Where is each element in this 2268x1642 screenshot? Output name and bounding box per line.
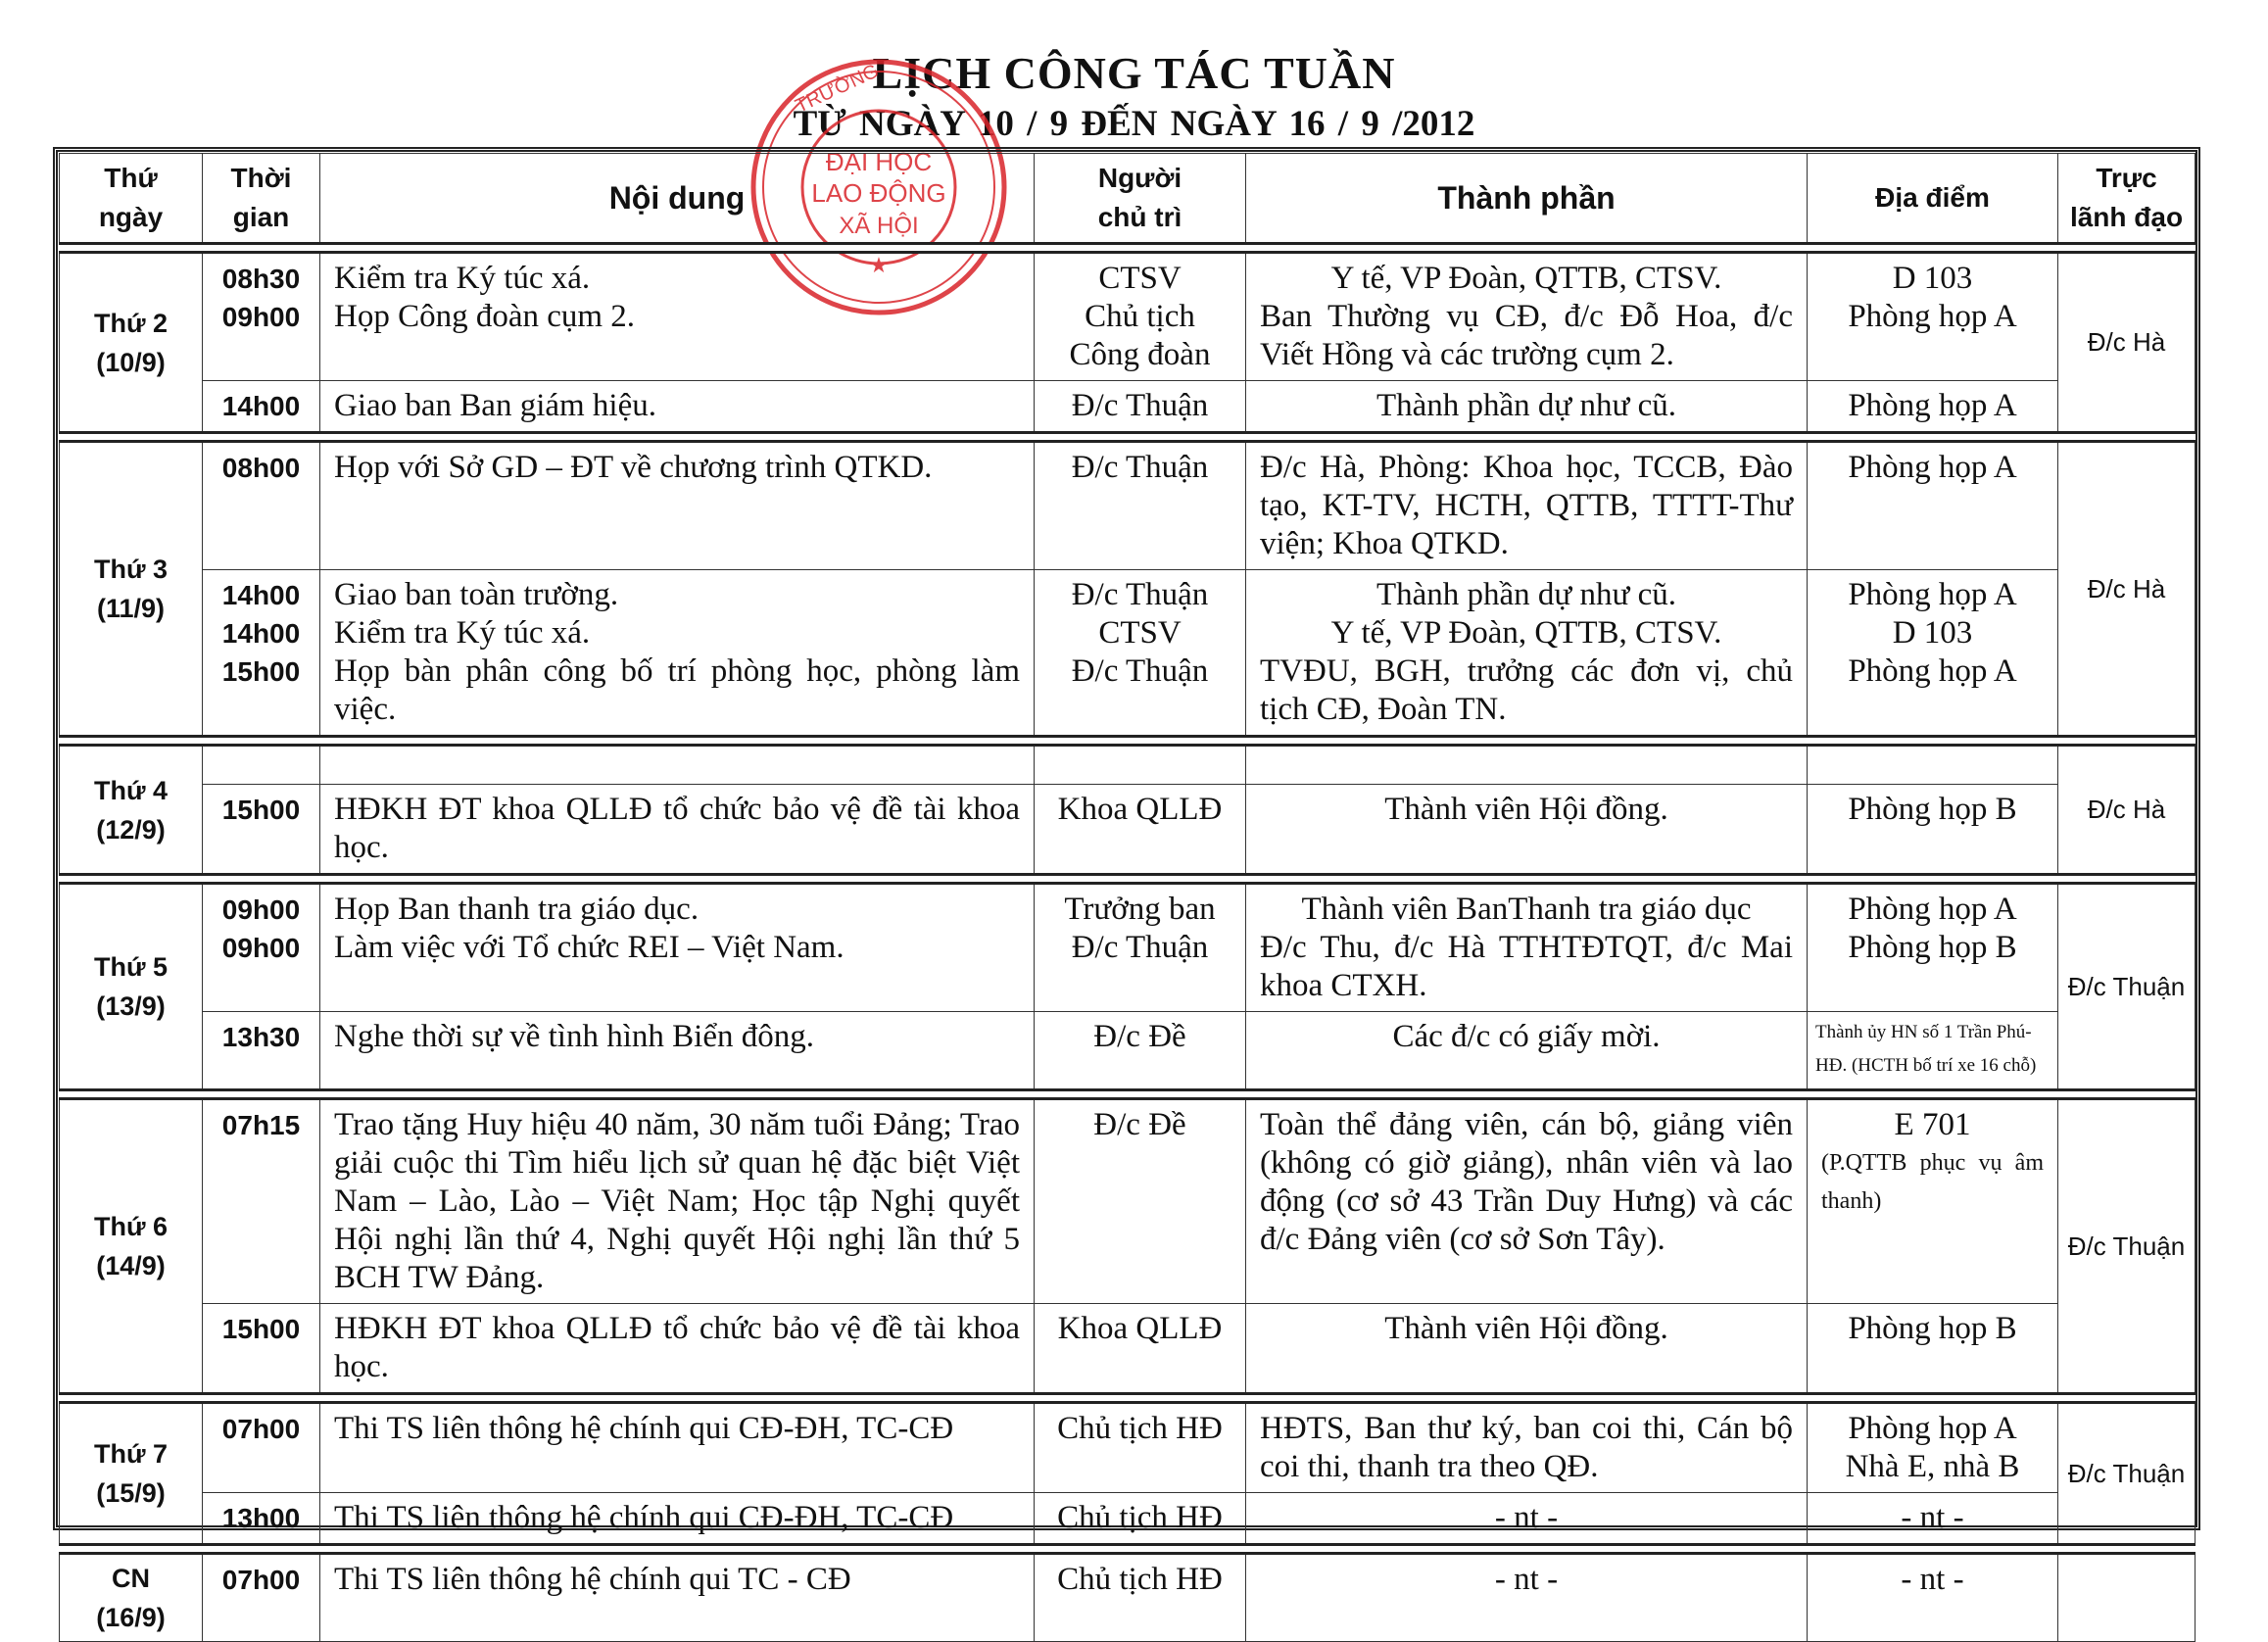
host-cell: Chủ tịch HĐ (1035, 1493, 1246, 1545)
time-cell: 14h00 14h00 15h00 (203, 570, 320, 737)
host-cell: Khoa QLLĐ (1035, 785, 1246, 875)
participants-cell: Các đ/c có giấy mời. (1246, 1012, 1808, 1090)
time-cell (203, 746, 320, 785)
leader-cell (2058, 1554, 2196, 1642)
leader-cell: Đ/c Hà (2058, 442, 2196, 737)
svg-text:XÃ HỘI: XÃ HỘI (839, 213, 919, 239)
content-cell: Thi TS liên thông hệ chính qui TC - CĐ (320, 1554, 1035, 1642)
header-location: Địa điểm (1808, 154, 2058, 244)
table-row (60, 1403, 2196, 1493)
time-cell: 08h00 (203, 442, 320, 570)
header-row (60, 154, 2196, 244)
participants-cell: - nt - (1246, 1554, 1808, 1642)
content-cell: Họp Ban thanh tra giáo dục. Làm việc với Tổ chức REI – Việt Nam. (320, 884, 1035, 1012)
participants-cell: Thành phần dự như cũ. Y tế, VP Đoàn, QTTB, CTSV. TVĐU, BGH, trưởng các đơn vị, chủ tịch CĐ, Đoàn TN. (1246, 570, 1808, 737)
header-leader: Trực lãnh đạo (2058, 154, 2196, 244)
participants-cell: - nt - (1246, 1493, 1808, 1545)
header-host: Người chủ trì (1035, 154, 1246, 244)
table-row (60, 1012, 2196, 1090)
time-cell: 15h00 (203, 785, 320, 875)
table-row (60, 570, 2196, 737)
location-cell: Phòng họp A Phòng họp B (1808, 884, 2058, 1012)
time-cell: 13h30 (203, 1012, 320, 1090)
table-row (60, 785, 2196, 875)
host-cell: Trưởng ban Đ/c Thuận (1035, 884, 1246, 1012)
location-cell: - nt - (1808, 1554, 2058, 1642)
schedule-table (59, 153, 2196, 1642)
time-cell: 08h30 09h00 (203, 253, 320, 381)
location-cell: Thành ủy HN số 1 Trần Phú-HĐ. (HCTH bố trí xe 16 chỗ) (1808, 1012, 2058, 1090)
host-cell: Chủ tịch HĐ (1035, 1554, 1246, 1642)
participants-cell (1246, 746, 1808, 785)
participants-cell: Toàn thể đảng viên, cán bộ, giảng viên (không có giờ giảng), nhân viên và lao động (cơ sở 43 Trần Duy Hưng) và các đ/c Đảng viên (cơ sở Sơn Tây). (1246, 1099, 1808, 1304)
participants-cell: Thành viên Hội đồng. (1246, 785, 1808, 875)
participants-cell: HĐTS, Ban thư ký, ban coi thi, Cán bộ coi thi, thanh tra theo QĐ. (1246, 1403, 1808, 1493)
content-cell: Giao ban toàn trường. Kiểm tra Ký túc xá. Họp bàn phân công bố trí phòng học, phòng làm việc. (320, 570, 1035, 737)
day-cell: Thứ 5 (13/9) (60, 884, 203, 1090)
leader-cell: Đ/c Hà (2058, 253, 2196, 433)
time-cell: 13h00 (203, 1493, 320, 1545)
time-cell: 14h00 (203, 381, 320, 433)
content-cell: Thi TS liên thông hệ chính qui CĐ-ĐH, TC-CĐ (320, 1493, 1035, 1545)
header-time: Thời gian (203, 154, 320, 244)
page-title: LỊCH CÔNG TÁC TUẦN (872, 48, 1396, 98)
leader-cell: Đ/c Thuận (2058, 1099, 2196, 1394)
table-row (60, 253, 2196, 381)
host-cell: Đ/c Thuận (1035, 381, 1246, 433)
content-cell: Nghe thời sự về tình hình Biển đông. (320, 1012, 1035, 1090)
day-cell: CN (16/9) (60, 1554, 203, 1642)
location-cell: Phòng họp A (1808, 442, 2058, 570)
participants-cell: Thành phần dự như cũ. (1246, 381, 1808, 433)
svg-text:ĐẠI HỌC: ĐẠI HỌC (825, 147, 933, 176)
header-day: Thứ ngày (60, 154, 203, 244)
content-cell (320, 746, 1035, 785)
host-cell: CTSV Chủ tịch Công đoàn (1035, 253, 1246, 381)
header-content: Nội dung (320, 154, 1035, 244)
host-cell: Đ/c Đề (1035, 1012, 1246, 1090)
day-cell: Thứ 7 (15/9) (60, 1403, 203, 1545)
location-cell: Phòng họp B (1808, 785, 2058, 875)
time-cell: 09h00 09h00 (203, 884, 320, 1012)
table-row (60, 381, 2196, 433)
host-cell: Đ/c Đề (1035, 1099, 1246, 1304)
time-cell: 07h00 (203, 1403, 320, 1493)
day-cell: Thứ 4 (12/9) (60, 746, 203, 875)
host-cell: Chủ tịch HĐ (1035, 1403, 1246, 1493)
content-cell: Họp với Sở GD – ĐT về chương trình QTKD. (320, 442, 1035, 570)
content-cell: Thi TS liên thông hệ chính qui CĐ-ĐH, TC-CĐ (320, 1403, 1035, 1493)
location-cell: - nt - (1808, 1493, 2058, 1545)
table-row (60, 746, 2196, 785)
participants-cell: Thành viên Hội đồng. (1246, 1304, 1808, 1394)
participants-cell: Thành viên BanThanh tra giáo dục Đ/c Thu, đ/c Hà TTHTĐTQT, đ/c Mai khoa CTXH. (1246, 884, 1808, 1012)
svg-text:LAO ĐỘNG: LAO ĐỘNG (811, 178, 946, 208)
page-subtitle: TỪ NGÀY 10 / 9 ĐẾN NGÀY 16 / 9 /2012 (793, 104, 1475, 144)
location-cell: Phòng họp A Nhà E, nhà B (1808, 1403, 2058, 1493)
location-cell: E 701 (P.QTTB phục vụ âm thanh) (1808, 1099, 2058, 1304)
location-cell: Phòng họp A D 103 Phòng họp A (1808, 570, 2058, 737)
table-row (60, 1554, 2196, 1642)
content-cell: Giao ban Ban giám hiệu. (320, 381, 1035, 433)
day-cell: Thứ 6 (14/9) (60, 1099, 203, 1394)
time-cell: 07h00 (203, 1554, 320, 1642)
leader-cell: Đ/c Thuận (2058, 1403, 2196, 1545)
table-row (60, 884, 2196, 1012)
day-cell: Thứ 2 (10/9) (60, 253, 203, 433)
host-cell: Khoa QLLĐ (1035, 1304, 1246, 1394)
table-row (60, 1304, 2196, 1394)
participants-cell: Đ/c Hà, Phòng: Khoa học, TCCB, Đào tạo, KT-TV, HCTH, QTTB, TTTT-Thư viện; Khoa QTKD. (1246, 442, 1808, 570)
content-cell: HĐKH ĐT khoa QLLĐ tổ chức bảo vệ đề tài khoa học. (320, 1304, 1035, 1394)
location-cell: Phòng họp A (1808, 381, 2058, 433)
host-cell (1035, 746, 1246, 785)
leader-cell: Đ/c Hà (2058, 746, 2196, 875)
svg-text:★: ★ (869, 253, 889, 277)
header-participants: Thành phần (1246, 154, 1808, 244)
location-cell (1808, 746, 2058, 785)
leader-cell: Đ/c Thuận (2058, 884, 2196, 1090)
time-cell: 07h15 (203, 1099, 320, 1304)
content-cell: HĐKH ĐT khoa QLLĐ tổ chức bảo vệ đề tài khoa học. (320, 785, 1035, 875)
host-cell: Đ/c Thuận CTSV Đ/c Thuận (1035, 570, 1246, 737)
table-row (60, 1493, 2196, 1545)
day-cell: Thứ 3 (11/9) (60, 442, 203, 737)
location-cell: Phòng họp B (1808, 1304, 2058, 1394)
content-cell: Trao tặng Huy hiệu 40 năm, 30 năm tuổi Đảng; Trao giải cuộc thi Tìm hiểu lịch sử quan hệ đặc biệt Việt Nam – Lào, Lào – Việt Nam; Học tập Nghị quyết Hội nghị lần thứ 4, Nghị quyết Hội nghị lần thứ 5 BCH TW Đảng. (320, 1099, 1035, 1304)
host-cell: Đ/c Thuận (1035, 442, 1246, 570)
table-row (60, 1099, 2196, 1304)
location-cell: D 103 Phòng họp A (1808, 253, 2058, 381)
time-cell: 15h00 (203, 1304, 320, 1394)
participants-cell: Y tế, VP Đoàn, QTTB, CTSV. Ban Thường vụ CĐ, đ/c Đỗ Hoa, đ/c Viết Hồng và các trường cụm 2. (1246, 253, 1808, 381)
content-cell: Kiểm tra Ký túc xá. Họp Công đoàn cụm 2. (320, 253, 1035, 381)
svg-text:TRƯỜNG: TRƯỜNG (792, 60, 883, 118)
table-row (60, 442, 2196, 570)
